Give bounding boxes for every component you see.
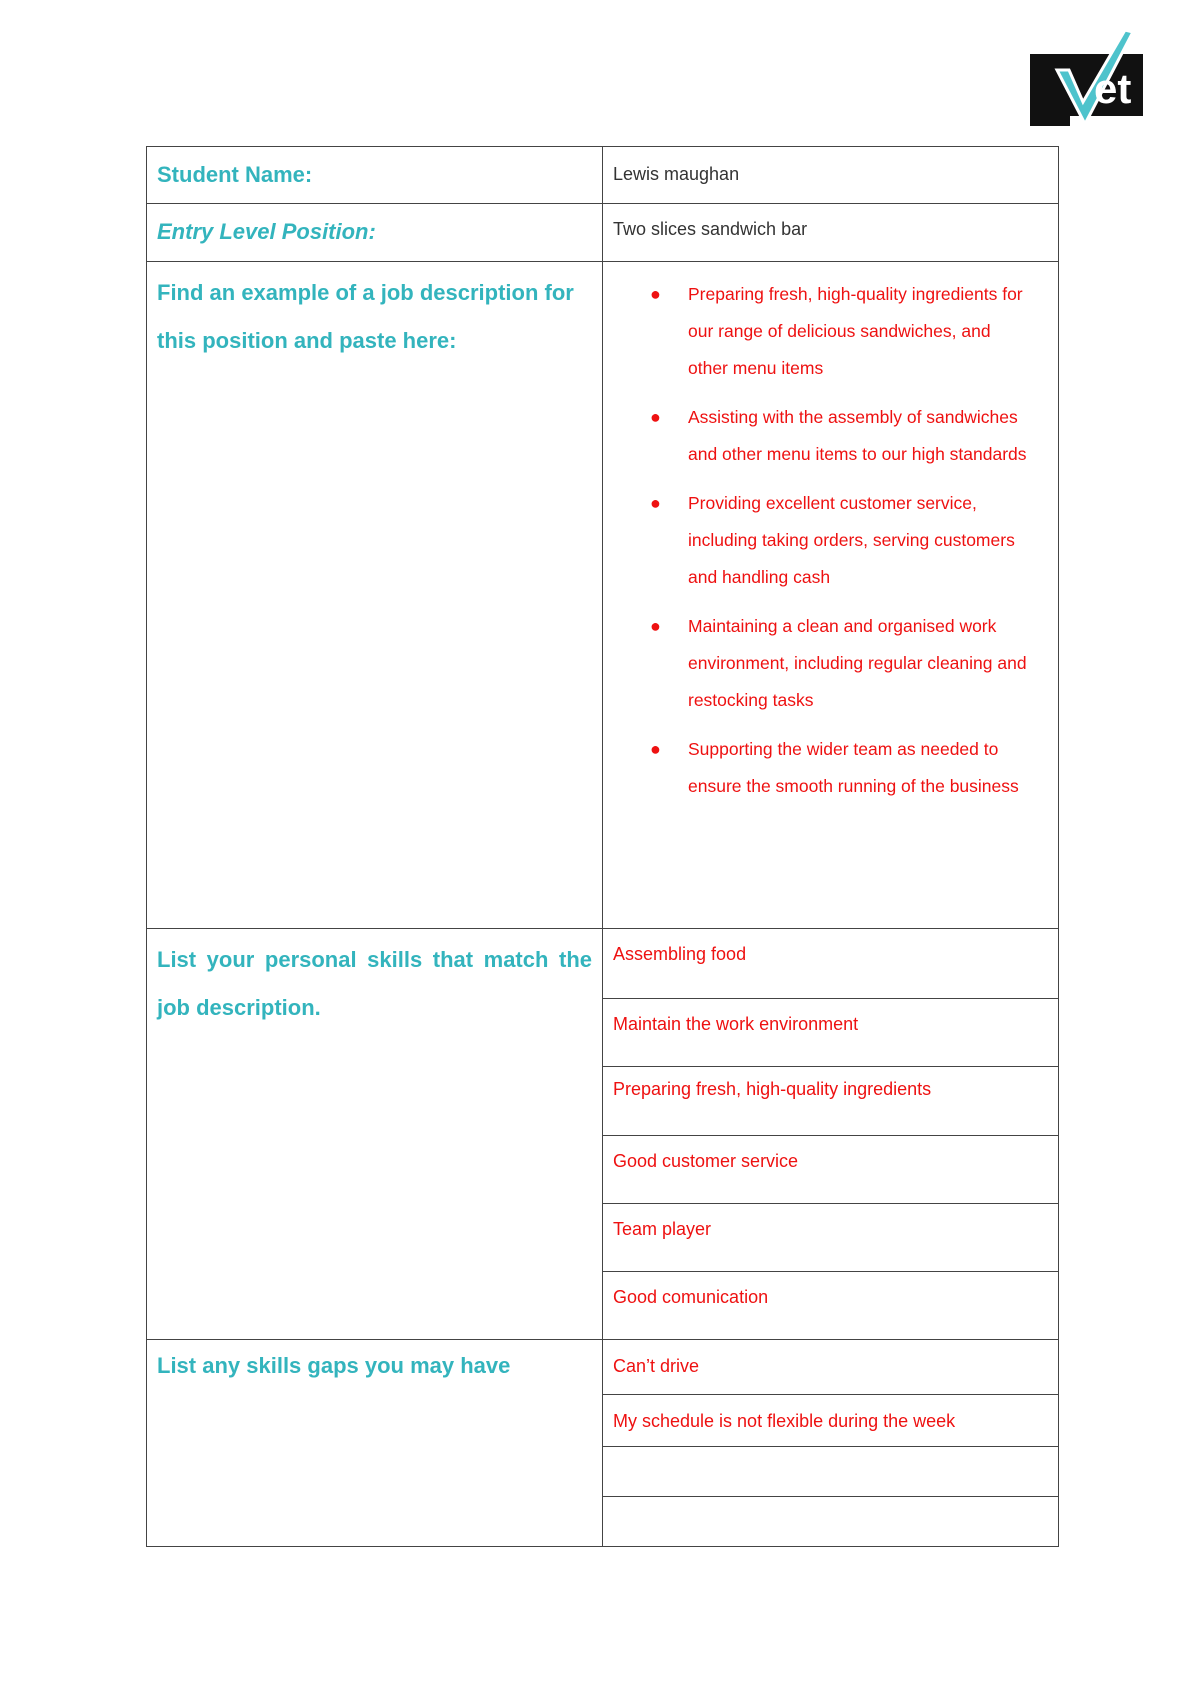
list-item: Assembling food	[613, 944, 747, 964]
student-name-row	[147, 147, 1059, 204]
list-item: Good customer service	[613, 1150, 799, 1171]
personal-skills-row	[147, 929, 1059, 1340]
job-description-list	[603, 276, 1058, 805]
bullet-icon: ●	[650, 616, 661, 636]
skills-gaps-label: List any skills gaps you may have	[157, 1353, 511, 1378]
list-item: ● Maintaining a clean and organised work environment, including regular cleaning and restocking tasks	[688, 608, 1028, 719]
student-name-label: Student Name:	[157, 162, 313, 187]
personal-skills-list	[603, 929, 1058, 1339]
bullet-icon: ●	[650, 493, 661, 513]
bullet-icon: ●	[650, 739, 661, 759]
logo-text: et	[1094, 65, 1132, 112]
entry-level-position-row	[147, 204, 1059, 262]
student-name-value: Lewis maughan	[613, 164, 740, 184]
bullet-icon: ●	[650, 284, 661, 304]
entry-level-position-value: Two slices sandwich bar	[613, 219, 808, 239]
entry-level-position-label: Entry Level Position:	[157, 219, 376, 244]
student-form-table	[146, 146, 1059, 1547]
job-description-row	[147, 262, 1059, 929]
list-item: My schedule is not flexible during the week	[613, 1410, 956, 1431]
job-description-label: Find an example of a job description for this position and paste here:	[157, 280, 574, 353]
ivet-logo	[1027, 30, 1145, 128]
list-item: ● Assisting with the assembly of sandwiches and other menu items to our high standards	[688, 399, 1028, 473]
list-item: Preparing fresh, high-quality ingredients	[613, 1078, 932, 1099]
skills-gaps-list	[603, 1340, 1058, 1546]
list-item: ● Providing excellent customer service, including taking orders, serving customers and handling cash	[688, 485, 1028, 596]
list-item: ● Preparing fresh, high-quality ingredients for our range of delicious sandwiches, and other menu items	[688, 276, 1028, 387]
skills-gaps-row	[147, 1340, 1059, 1547]
personal-skills-label: List your personal skills that match the job description.	[157, 947, 592, 1020]
list-item	[603, 1447, 1058, 1461]
list-item: Maintain the work environment	[613, 1013, 859, 1034]
list-item: Team player	[613, 1218, 712, 1239]
list-item: Good comunication	[613, 1286, 769, 1307]
logo-i-block	[1030, 54, 1070, 126]
list-item: Can’t drive	[613, 1356, 700, 1376]
bullet-icon: ●	[650, 407, 661, 427]
list-item	[603, 1497, 1058, 1511]
list-item: ● Supporting the wider team as needed to ensure the smooth running of the business	[688, 731, 1028, 805]
